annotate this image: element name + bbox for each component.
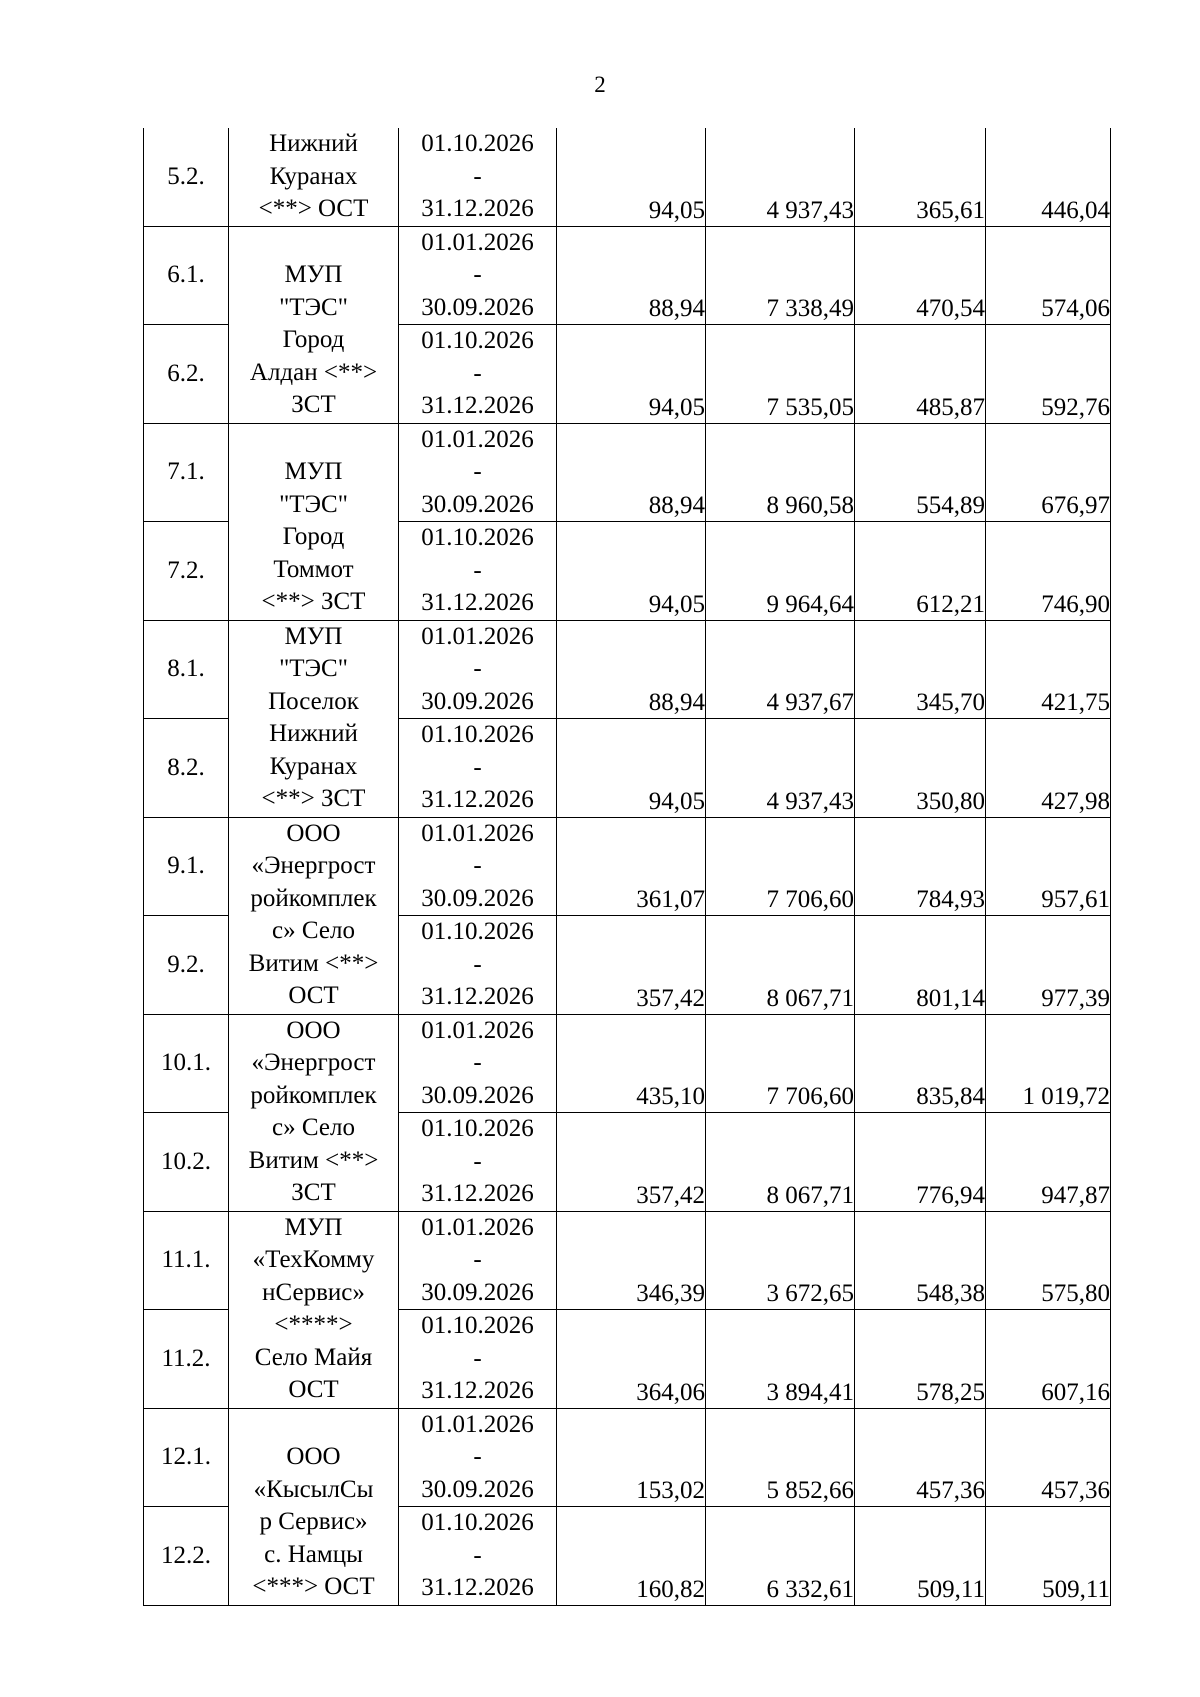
value-cell-3: 365,61 [855, 128, 986, 226]
value-cell-4: 457,36 [986, 1408, 1111, 1507]
organization-cell: ООО «Энергрост ройкомплек с» Село Витим <**> ОСТ [229, 817, 399, 1014]
period-cell [399, 522, 557, 621]
period-sep: - [473, 556, 482, 584]
table-row [144, 620, 1111, 719]
value-cell-4: 421,75 [986, 620, 1111, 719]
period-cell [399, 128, 557, 226]
value-cell-4: 746,90 [986, 522, 1111, 621]
period-cell [399, 423, 557, 522]
value-cell-4: 446,04 [986, 128, 1111, 226]
period-sep: - [473, 1443, 482, 1470]
value-cell-1: 94,05 [557, 522, 706, 621]
period-from: 01.01.2026 [421, 1016, 534, 1044]
period-sep: - [473, 753, 482, 781]
organization-cell: МУП «ТехКомму нСервис» <****> Село Майя ОСТ [229, 1211, 399, 1408]
value-cell-1: 153,02 [557, 1408, 706, 1507]
period-to: 31.12.2026 [421, 786, 534, 813]
value-cell-1: 357,42 [557, 1113, 706, 1212]
value-cell-4: 947,87 [986, 1113, 1111, 1212]
table-row [144, 423, 1111, 522]
table-row [144, 226, 1111, 325]
value-cell-3: 350,80 [855, 719, 986, 818]
period-cell [399, 620, 557, 719]
row-number-cell: 8.1. [144, 620, 229, 719]
row-number-cell: 6.1. [144, 226, 229, 325]
value-cell-2: 3 672,65 [706, 1211, 855, 1310]
value-cell-3: 470,54 [855, 226, 986, 325]
value-cell-3: 776,94 [855, 1113, 986, 1212]
period-to: 31.12.2026 [421, 392, 534, 419]
period-from: 01.01.2026 [421, 425, 534, 453]
table-row [144, 1408, 1111, 1507]
value-cell-2: 9 964,64 [706, 522, 855, 621]
value-cell-2: 8 960,58 [706, 423, 855, 522]
organization-cell: ООО «КысылСы р Сервис» с. Намцы <***> ОСТ [229, 1408, 399, 1605]
value-cell-3: 578,25 [855, 1310, 986, 1409]
period-from: 01.10.2026 [421, 524, 534, 551]
value-cell-4: 574,06 [986, 226, 1111, 325]
value-cell-1: 94,05 [557, 128, 706, 226]
period-to: 31.12.2026 [421, 983, 534, 1010]
organization-cell: ООО «Энергрост ройкомплек с» Село Витим <**> ЗСТ [229, 1014, 399, 1211]
value-cell-1: 361,07 [557, 817, 706, 916]
value-cell-2: 4 937,67 [706, 620, 855, 719]
value-cell-3: 485,87 [855, 325, 986, 424]
value-cell-2: 7 706,60 [706, 1014, 855, 1113]
period-cell [399, 719, 557, 818]
period-to: 31.12.2026 [421, 1574, 534, 1601]
period-from: 01.10.2026 [421, 130, 534, 157]
period-cell [399, 1113, 557, 1212]
value-cell-2: 8 067,71 [706, 916, 855, 1015]
value-cell-1: 94,05 [557, 325, 706, 424]
value-cell-3: 784,93 [855, 817, 986, 916]
value-cell-4: 957,61 [986, 817, 1111, 916]
period-sep: - [473, 458, 482, 485]
value-cell-2: 7 338,49 [706, 226, 855, 325]
value-cell-2: 7 535,05 [706, 325, 855, 424]
value-cell-2: 4 937,43 [706, 719, 855, 818]
period-sep: - [473, 359, 482, 387]
value-cell-2: 8 067,71 [706, 1113, 855, 1212]
value-cell-4: 575,80 [986, 1211, 1111, 1310]
value-cell-1: 160,82 [557, 1507, 706, 1606]
period-sep: - [473, 162, 482, 190]
table-row [144, 1211, 1111, 1310]
period-sep: - [473, 261, 482, 288]
value-cell-4: 509,11 [986, 1507, 1111, 1606]
row-number-cell: 8.2. [144, 719, 229, 818]
period-to: 30.09.2026 [421, 1475, 534, 1503]
tariff-table-body [144, 128, 1111, 1605]
value-cell-3: 548,38 [855, 1211, 986, 1310]
value-cell-1: 88,94 [557, 423, 706, 522]
value-cell-4: 427,98 [986, 719, 1111, 818]
value-cell-2: 3 894,41 [706, 1310, 855, 1409]
value-cell-4: 676,97 [986, 423, 1111, 522]
row-number-cell: 9.2. [144, 916, 229, 1015]
period-cell [399, 1507, 557, 1606]
period-sep: - [473, 1147, 482, 1175]
period-sep: - [473, 655, 482, 682]
period-cell [399, 226, 557, 325]
row-number-cell: 6.2. [144, 325, 229, 424]
value-cell-3: 509,11 [855, 1507, 986, 1606]
period-to: 30.09.2026 [421, 687, 534, 715]
row-number-cell: 12.1. [144, 1408, 229, 1507]
value-cell-1: 88,94 [557, 620, 706, 719]
value-cell-1: 364,06 [557, 1310, 706, 1409]
period-to: 30.09.2026 [421, 490, 534, 518]
organization-cell: Нижний Куранах <**> ОСТ [229, 128, 399, 226]
value-cell-2: 7 706,60 [706, 817, 855, 916]
period-from: 01.10.2026 [421, 1509, 534, 1536]
value-cell-1: 94,05 [557, 719, 706, 818]
row-number-cell: 12.2. [144, 1507, 229, 1606]
period-from: 01.01.2026 [421, 622, 534, 650]
period-cell [399, 916, 557, 1015]
value-cell-3: 345,70 [855, 620, 986, 719]
period-to: 30.09.2026 [421, 1081, 534, 1109]
row-number-cell: 7.1. [144, 423, 229, 522]
row-number-cell: 10.1. [144, 1014, 229, 1113]
row-number-cell: 9.1. [144, 817, 229, 916]
table-row [144, 128, 1111, 226]
value-cell-1: 346,39 [557, 1211, 706, 1310]
value-cell-1: 435,10 [557, 1014, 706, 1113]
period-from: 01.10.2026 [421, 918, 534, 945]
period-from: 01.01.2026 [421, 1410, 534, 1438]
table-row [144, 817, 1111, 916]
organization-cell: МУП "ТЭС" Город Алдан <**> ЗСТ [229, 226, 399, 423]
value-cell-2: 6 332,61 [706, 1507, 855, 1606]
period-cell [399, 817, 557, 916]
value-cell-3: 554,89 [855, 423, 986, 522]
period-from: 01.01.2026 [421, 1213, 534, 1241]
row-number-cell: 10.2. [144, 1113, 229, 1212]
row-number-cell: 11.1. [144, 1211, 229, 1310]
period-to: 30.09.2026 [421, 884, 534, 912]
period-sep: - [473, 1049, 482, 1076]
value-cell-4: 607,16 [986, 1310, 1111, 1409]
period-to: 31.12.2026 [421, 1377, 534, 1404]
organization-cell: МУП "ТЭС" Город Томмот <**> ЗСТ [229, 423, 399, 620]
value-cell-2: 5 852,66 [706, 1408, 855, 1507]
value-cell-3: 612,21 [855, 522, 986, 621]
period-to: 30.09.2026 [421, 1278, 534, 1306]
page-number: 2 [594, 72, 606, 97]
period-from: 01.10.2026 [421, 1115, 534, 1142]
value-cell-1: 88,94 [557, 226, 706, 325]
period-from: 01.01.2026 [421, 228, 534, 256]
organization-cell: МУП "ТЭС" Поселок Нижний Куранах <**> ЗСТ [229, 620, 399, 817]
period-sep: - [473, 1246, 482, 1273]
period-sep: - [473, 1344, 482, 1372]
tariff-table [143, 128, 1111, 1606]
period-to: 31.12.2026 [421, 1180, 534, 1207]
value-cell-2: 4 937,43 [706, 128, 855, 226]
period-sep: - [473, 950, 482, 978]
table-row [144, 1014, 1111, 1113]
value-cell-4: 1 019,72 [986, 1014, 1111, 1113]
period-sep: - [473, 1541, 482, 1569]
value-cell-3: 801,14 [855, 916, 986, 1015]
period-from: 01.01.2026 [421, 819, 534, 847]
period-cell [399, 1014, 557, 1113]
period-to: 31.12.2026 [421, 195, 534, 222]
period-cell [399, 325, 557, 424]
row-number-cell: 7.2. [144, 522, 229, 621]
value-cell-3: 835,84 [855, 1014, 986, 1113]
period-from: 01.10.2026 [421, 721, 534, 748]
period-to: 30.09.2026 [421, 293, 534, 321]
period-cell [399, 1310, 557, 1409]
row-number-cell: 11.2. [144, 1310, 229, 1409]
row-number-cell: 5.2. [144, 128, 229, 226]
period-sep: - [473, 852, 482, 879]
value-cell-3: 457,36 [855, 1408, 986, 1507]
value-cell-4: 592,76 [986, 325, 1111, 424]
period-from: 01.10.2026 [421, 1312, 534, 1339]
value-cell-4: 977,39 [986, 916, 1111, 1015]
period-cell [399, 1211, 557, 1310]
period-from: 01.10.2026 [421, 327, 534, 354]
period-to: 31.12.2026 [421, 589, 534, 616]
value-cell-1: 357,42 [557, 916, 706, 1015]
period-cell [399, 1408, 557, 1507]
